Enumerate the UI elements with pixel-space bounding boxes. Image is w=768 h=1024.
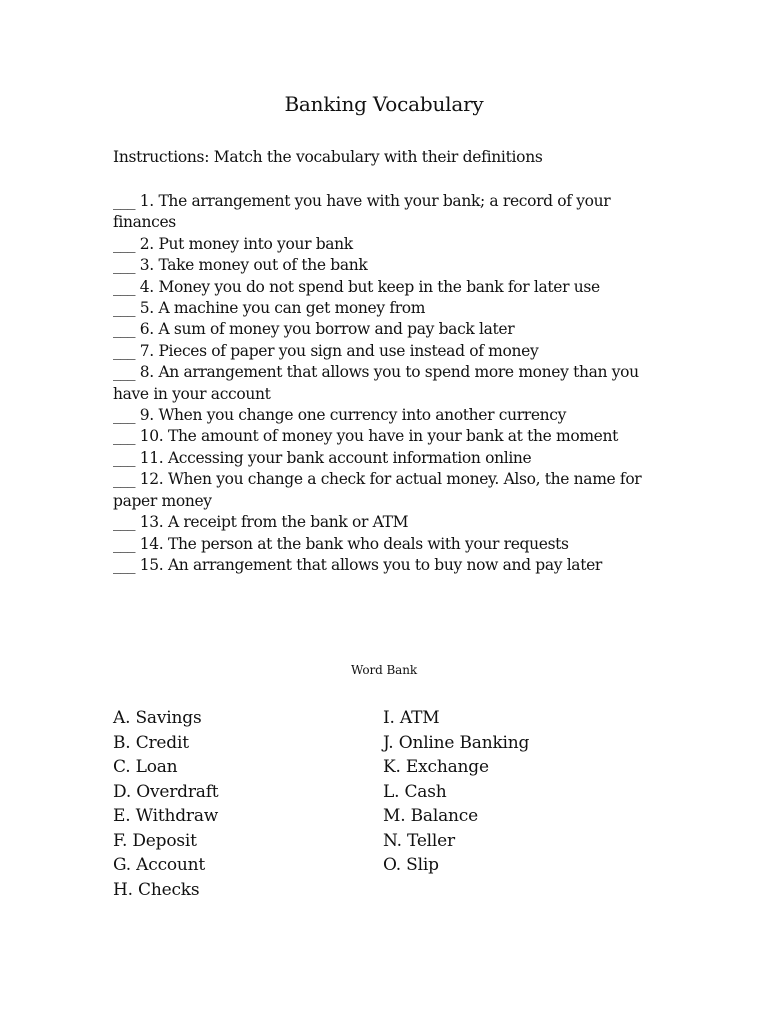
- word-bank-item: N. Teller: [383, 830, 455, 851]
- word-bank-item: D. Overdraft: [113, 781, 219, 802]
- question-item: ___ 5. A machine you can get money from: [113, 299, 426, 318]
- question-item: ___ 2. Put money into your bank: [113, 234, 353, 253]
- word-bank-item: L. Cash: [383, 781, 447, 802]
- word-bank-left-column: [113, 706, 218, 902]
- word-bank-item: B. Credit: [113, 732, 189, 753]
- question-list: [113, 191, 653, 576]
- word-bank-item: K. Exchange: [383, 757, 489, 777]
- word-bank-item: M. Balance: [383, 806, 478, 826]
- question-item: ___ 10. The amount of money you have in your bank at the moment: [113, 427, 619, 446]
- word-bank-item: J. Online Banking: [383, 732, 530, 753]
- question-item: ___ 9. When you change one currency into another currency: [113, 406, 567, 425]
- question-item: ___ 1. The arrangement you have with your bank; a record of your finances: [113, 192, 611, 232]
- word-bank-item: I. ATM: [383, 708, 440, 728]
- question-item: ___ 12. When you change a check for actual money. Also, the name for paper money: [113, 470, 642, 510]
- question-item: ___ 8. An arrangement that allows you to spend more money than you have in your account: [113, 363, 639, 403]
- question-item: ___ 6. A sum of money you borrow and pay back later: [113, 320, 515, 339]
- word-bank-item: G. Account: [113, 855, 206, 875]
- question-item: ___ 13. A receipt from the bank or ATM: [113, 513, 409, 532]
- word-bank-right-column: [383, 706, 529, 878]
- question-item: ___ 4. Money you do not spend but keep in the bank for later use: [113, 277, 600, 296]
- word-bank-item: E. Withdraw: [113, 806, 219, 826]
- instructions-text: Instructions: Match the vocabulary with their definitions: [113, 148, 543, 166]
- word-bank-heading: Word Bank: [350, 663, 418, 677]
- word-bank-item: F. Deposit: [113, 830, 197, 851]
- question-item: ___ 14. The person at the bank who deals with your requests: [113, 534, 569, 553]
- page-title: Banking Vocabulary: [284, 92, 484, 116]
- word-bank-item: H. Checks: [113, 879, 200, 900]
- word-bank-item: C. Loan: [113, 757, 178, 777]
- word-bank-item: O. Slip: [383, 855, 439, 875]
- question-item: ___ 15. An arrangement that allows you to buy now and pay later: [113, 555, 602, 574]
- word-bank-item: A. Savings: [113, 708, 202, 728]
- question-item: ___ 7. Pieces of paper you sign and use instead of money: [113, 341, 539, 360]
- question-item: ___ 3. Take money out of the bank: [113, 256, 368, 275]
- question-item: ___ 11. Accessing your bank account information online: [113, 448, 532, 467]
